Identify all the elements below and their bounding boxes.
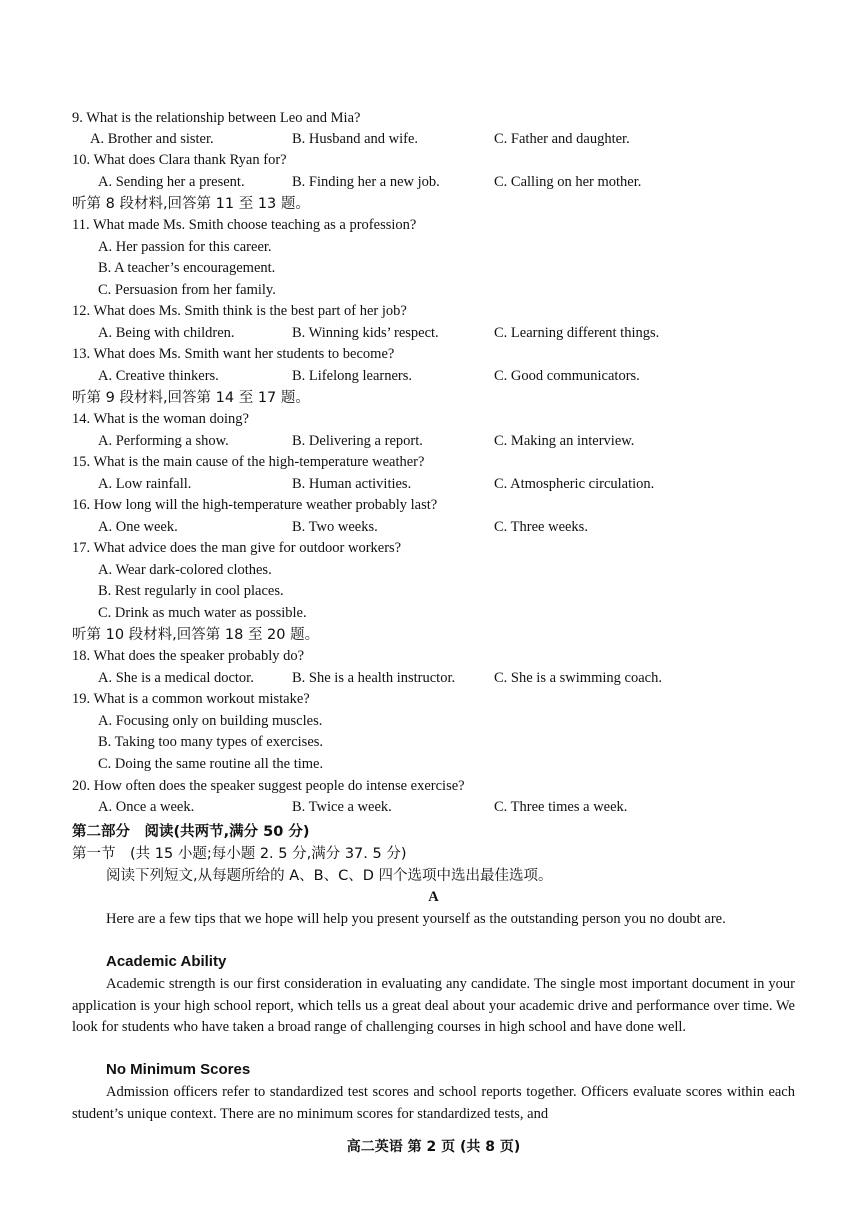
option-17c: C. Drink as much water as possible. — [98, 605, 307, 621]
option-15a: A. Low rainfall. — [98, 476, 192, 492]
question-11: 11. What made Ms. Smith choose teaching as a profession? — [72, 217, 417, 233]
option-15b: B. Human activities. — [292, 476, 412, 492]
option-14c: C. Making an interview. — [494, 433, 635, 449]
option-16b: B. Two weeks. — [292, 519, 378, 535]
passage-label: A — [428, 889, 439, 905]
question-18: 18. What does the speaker probably do? — [72, 648, 305, 664]
reading-instruction: 阅读下列短文,从每题所给的 A、B、C、D 四个选项中选出最佳选项。 — [106, 868, 553, 884]
heading-no-minimum-scores: No Minimum Scores — [106, 1061, 251, 1078]
option-19b: B. Taking too many types of exercises. — [98, 734, 324, 750]
section-heading-8: 听第 8 段材料,回答第 11 至 13 题。 — [72, 196, 310, 212]
option-18a: A. She is a medical doctor. — [98, 670, 254, 686]
option-15c: C. Atmospheric circulation. — [494, 476, 655, 492]
question-10: 10. What does Clara thank Ryan for? — [72, 152, 287, 168]
option-13a: A. Creative thinkers. — [98, 368, 219, 384]
option-13c: C. Good communicators. — [494, 368, 640, 384]
option-18b: B. She is a health instructor. — [292, 670, 456, 686]
heading-academic-ability: Academic Ability — [106, 953, 227, 970]
option-14b: B. Delivering a report. — [292, 433, 423, 449]
question-9: 9. What is the relationship between Leo and Mia? — [72, 110, 361, 126]
question-13: 13. What does Ms. Smith want her students to become? — [72, 346, 395, 362]
option-16a: A. One week. — [98, 519, 178, 535]
option-12c: C. Learning different things. — [494, 325, 660, 341]
option-18c: C. She is a swimming coach. — [494, 670, 662, 686]
option-16c: C. Three weeks. — [494, 519, 588, 535]
option-10b: B. Finding her a new job. — [292, 174, 440, 190]
option-10c: C. Calling on her mother. — [494, 174, 642, 190]
option-9a: A. Brother and sister. — [90, 131, 214, 147]
page-footer: 高二英语 第 2 页 (共 8 页) — [346, 1139, 521, 1155]
option-20c: C. Three times a week. — [494, 799, 628, 815]
scores-paragraph: Admission officers refer to standardized test scores and school reports together. Officers evaluate scores within each student’s unique context. There are no minimum scores for standardized tests, and — [72, 1084, 795, 1122]
option-20b: B. Twice a week. — [292, 799, 392, 815]
section-heading-10: 听第 10 段材料,回答第 18 至 20 题。 — [72, 627, 320, 643]
option-10a: A. Sending her a present. — [98, 174, 245, 190]
option-12b: B. Winning kids’ respect. — [292, 325, 439, 341]
option-11c: C. Persuasion from her family. — [98, 282, 276, 298]
option-17a: A. Wear dark-colored clothes. — [98, 562, 272, 578]
option-11b: B. A teacher’s encouragement. — [98, 260, 276, 276]
option-13b: B. Lifelong learners. — [292, 368, 412, 384]
question-16: 16. How long will the high-temperature weather probably last? — [72, 497, 438, 513]
option-20a: A. Once a week. — [98, 799, 195, 815]
question-19: 19. What is a common workout mistake? — [72, 691, 310, 707]
option-17b: B. Rest regularly in cool places. — [98, 583, 284, 599]
question-14: 14. What is the woman doing? — [72, 411, 249, 427]
question-20: 20. How often does the speaker suggest people do intense exercise? — [72, 778, 465, 794]
academic-paragraph: Academic strength is our first consideration in evaluating any candidate. The single most important document in your application is your high school report, which tells us a great deal about your academic drive and performance over time. We look for students who have taken a broad range of challenging courses in high school and have done well. — [72, 976, 795, 1036]
option-19a: A. Focusing only on building muscles. — [98, 713, 323, 729]
section-heading-9: 听第 9 段材料,回答第 14 至 17 题。 — [72, 390, 310, 406]
option-12a: A. Being with children. — [98, 325, 235, 341]
section-one-title: 第一节 (共 15 小题;每小题 2. 5 分,满分 37. 5 分) — [72, 846, 407, 862]
option-11a: A. Her passion for this career. — [98, 239, 272, 255]
option-9b: B. Husband and wife. — [292, 131, 419, 147]
question-12: 12. What does Ms. Smith think is the best part of her job? — [72, 303, 407, 319]
intro-paragraph: Here are a few tips that we hope will help you present yourself as the outstanding person you no doubt are. — [106, 911, 726, 927]
part-two-title: 第二部分 阅读(共两节,满分 50 分) — [72, 824, 310, 840]
question-17: 17. What advice does the man give for outdoor workers? — [72, 540, 402, 556]
option-9c: C. Father and daughter. — [494, 131, 630, 147]
question-15: 15. What is the main cause of the high-temperature weather? — [72, 454, 425, 470]
option-19c: C. Doing the same routine all the time. — [98, 756, 324, 772]
option-14a: A. Performing a show. — [98, 433, 229, 449]
